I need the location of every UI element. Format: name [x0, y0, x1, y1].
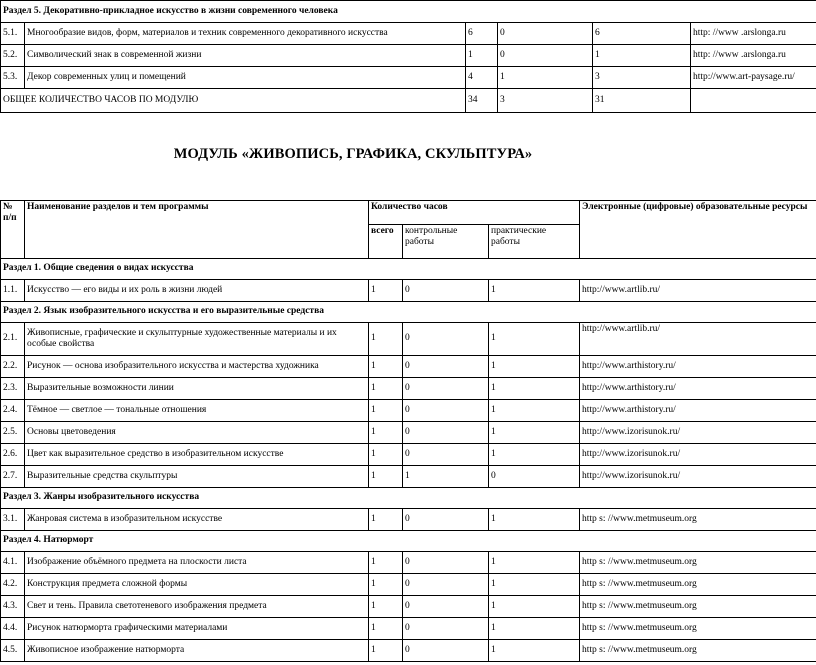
- table-row: [1, 552, 816, 574]
- row-number: 4.3.: [1, 596, 25, 618]
- row-practical: 1: [489, 509, 580, 531]
- row-number: 3.1.: [1, 509, 25, 531]
- table-row: [1, 596, 816, 618]
- row-name: Основы цветоведения: [25, 422, 369, 444]
- header-hours: Количество часов: [369, 201, 580, 225]
- row-practical: 1: [489, 280, 580, 302]
- row-control: 0: [403, 280, 489, 302]
- row-total: 1: [369, 509, 403, 531]
- row-practical: 1: [489, 356, 580, 378]
- row-resource[interactable]: http s: //www.metmuseum.org: [580, 552, 816, 574]
- table-row: [1, 466, 816, 488]
- header-total: всего: [369, 225, 403, 259]
- summary-practical: 31: [593, 89, 691, 113]
- row-practical: 1: [489, 618, 580, 640]
- row-number: 4.5.: [1, 640, 25, 662]
- row-practical: 1: [489, 422, 580, 444]
- row-practical: 1: [489, 640, 580, 662]
- row-total: 1: [369, 640, 403, 662]
- row-practical: 0: [489, 466, 580, 488]
- row-total: 1: [369, 323, 403, 356]
- row-number: 4.4.: [1, 618, 25, 640]
- row-number: 2.4.: [1, 400, 25, 422]
- header-practical: практические работы: [489, 225, 580, 259]
- row-practical: 3: [593, 67, 691, 89]
- row-number: 2.3.: [1, 378, 25, 400]
- summary-control: 3: [498, 89, 593, 113]
- row-number: 1.1.: [1, 280, 25, 302]
- row-resource[interactable]: http://www.izorisunok.ru/: [580, 466, 816, 488]
- row-resource[interactable]: http s: //www.metmuseum.org: [580, 618, 816, 640]
- row-control: 0: [403, 640, 489, 662]
- row-number: 5.2.: [1, 45, 25, 67]
- row-total: 1: [369, 552, 403, 574]
- header-number: № п/п: [1, 201, 25, 259]
- row-practical: 6: [593, 23, 691, 45]
- row-control: 0: [403, 378, 489, 400]
- row-resource[interactable]: http s: //www.metmuseum.org: [580, 596, 816, 618]
- row-total: 4: [466, 67, 498, 89]
- table-row: [1, 640, 816, 662]
- table-row: [1, 400, 816, 422]
- header-resources: Электронные (цифровые) образовательные ресурсы: [580, 201, 816, 259]
- row-name: Цвет как выразительное средство в изобразительном искусстве: [25, 444, 369, 466]
- row-total: 1: [369, 356, 403, 378]
- row-control: 0: [403, 356, 489, 378]
- table-row: [1, 574, 816, 596]
- row-resource[interactable]: http://www.izorisunok.ru/: [580, 422, 816, 444]
- row-total: 1: [369, 400, 403, 422]
- row-control: 1: [498, 67, 593, 89]
- row-resource[interactable]: http s: //www.metmuseum.org: [580, 640, 816, 662]
- row-control: 1: [403, 466, 489, 488]
- row-name: Выразительные средства скульптуры: [25, 466, 369, 488]
- row-practical: 1: [489, 323, 580, 356]
- program-table: [0, 200, 816, 662]
- row-practical: 1: [489, 400, 580, 422]
- row-total: 1: [369, 618, 403, 640]
- table-row: [1, 67, 816, 89]
- row-resource[interactable]: http s: //www.metmuseum.org: [580, 509, 816, 531]
- summary-resource-empty: [691, 89, 816, 113]
- row-resource[interactable]: http s: //www.metmuseum.org: [580, 574, 816, 596]
- section-row: [1, 531, 816, 552]
- summary-total: 34: [466, 89, 498, 113]
- row-resource[interactable]: http: //www .arslonga.ru: [691, 45, 816, 67]
- row-name: Тёмное — светлое — тональные отношения: [25, 400, 369, 422]
- row-number: 2.2.: [1, 356, 25, 378]
- row-control: 0: [498, 45, 593, 67]
- row-resource[interactable]: http://www.artlib.ru/: [580, 280, 816, 302]
- row-number: 4.2.: [1, 574, 25, 596]
- row-name: Изображение объёмного предмета на плоскости листа: [25, 552, 369, 574]
- header-name: Наименование разделов и тем программы: [25, 201, 369, 259]
- row-resource[interactable]: http://www.arthistory.ru/: [580, 356, 816, 378]
- row-name: Символический знак в современной жизни: [25, 45, 466, 67]
- row-number: 5.1.: [1, 23, 25, 45]
- row-total: 1: [369, 378, 403, 400]
- row-control: 0: [403, 323, 489, 356]
- row-practical: 1: [489, 378, 580, 400]
- row-number: 2.7.: [1, 466, 25, 488]
- row-practical: 1: [489, 596, 580, 618]
- row-practical: 1: [489, 552, 580, 574]
- row-name: Конструкция предмета сложной формы: [25, 574, 369, 596]
- row-control: 0: [403, 552, 489, 574]
- row-number: 2.1.: [1, 323, 25, 356]
- row-number: 4.1.: [1, 552, 25, 574]
- row-control: 0: [403, 618, 489, 640]
- row-control: 0: [403, 422, 489, 444]
- row-practical: 1: [489, 574, 580, 596]
- row-name: Декор современных улиц и помещений: [25, 67, 466, 89]
- summary-row: [1, 89, 816, 113]
- row-control: 0: [403, 444, 489, 466]
- table-row: [1, 618, 816, 640]
- row-number: 2.5.: [1, 422, 25, 444]
- table-row: [1, 509, 816, 531]
- table-row: [1, 280, 816, 302]
- header-control: контрольные работы: [403, 225, 489, 259]
- row-name: Искусство — его виды и их роль в жизни людей: [25, 280, 369, 302]
- row-total: 1: [369, 574, 403, 596]
- row-practical: 1: [593, 45, 691, 67]
- module-title: МОДУЛЬ «ЖИВОПИСЬ, ГРАФИКА, СКУЛЬПТУРА»: [173, 146, 533, 162]
- row-resource[interactable]: http://www.arthistory.ru/: [580, 378, 816, 400]
- header-row: [1, 201, 816, 225]
- row-resource[interactable]: http://www.izorisunok.ru/: [580, 444, 816, 466]
- row-total: 1: [369, 596, 403, 618]
- row-resource[interactable]: http://www.arthistory.ru/: [580, 400, 816, 422]
- row-name: Многообразие видов, форм, материалов и техник современного декоративного искусства: [25, 23, 466, 45]
- module-hours-table: [0, 0, 816, 113]
- table-row: [1, 356, 816, 378]
- section-title: Раздел 2. Язык изобразительного искусства и его выразительные средства: [1, 302, 816, 323]
- row-name: Выразительные возможности линии: [25, 378, 369, 400]
- row-total: 1: [369, 422, 403, 444]
- row-number: 2.6.: [1, 444, 25, 466]
- row-control: 0: [403, 400, 489, 422]
- row-total: 1: [369, 466, 403, 488]
- row-name: Рисунок — основа изобразительного искусства и мастерства художника: [25, 356, 369, 378]
- row-practical: 1: [489, 444, 580, 466]
- row-name: Свет и тень. Правила светотеневого изображения предмета: [25, 596, 369, 618]
- row-total: 1: [369, 444, 403, 466]
- table-row: [1, 45, 816, 67]
- row-resource[interactable]: http://www.artlib.ru/: [580, 323, 816, 356]
- table-row: [1, 23, 816, 45]
- row-control: 0: [498, 23, 593, 45]
- row-total: 1: [466, 45, 498, 67]
- row-number: 5.3.: [1, 67, 25, 89]
- row-resource[interactable]: http: //www .arslonga.ru: [691, 23, 816, 45]
- row-name: Жанровая система в изобразительном искусстве: [25, 509, 369, 531]
- section-title: Раздел 3. Жанры изобразительного искусства: [1, 488, 816, 509]
- table-row: [1, 422, 816, 444]
- row-name: Рисунок натюрморта графическими материалами: [25, 618, 369, 640]
- row-total: 6: [466, 23, 498, 45]
- row-control: 0: [403, 574, 489, 596]
- table-row: [1, 323, 816, 356]
- row-name: Живописные, графические и скульптурные художественные материалы и их особые свойства: [25, 323, 369, 356]
- row-resource[interactable]: http://www.art-paysage.ru/: [691, 67, 816, 89]
- section-row: [1, 1, 816, 23]
- section-title: Раздел 5. Декоративно-прикладное искусство в жизни современного человека: [1, 1, 816, 23]
- section-title: Раздел 4. Натюрморт: [1, 531, 816, 552]
- row-total: 1: [369, 280, 403, 302]
- row-control: 0: [403, 596, 489, 618]
- section-row: [1, 259, 816, 280]
- section-row: [1, 488, 816, 509]
- row-name: Живописное изображение натюрморта: [25, 640, 369, 662]
- section-row: [1, 302, 816, 323]
- summary-label: ОБЩЕЕ КОЛИЧЕСТВО ЧАСОВ ПО МОДУЛЮ: [1, 89, 466, 113]
- row-control: 0: [403, 509, 489, 531]
- section-title: Раздел 1. Общие сведения о видах искусства: [1, 259, 816, 280]
- table-row: [1, 378, 816, 400]
- table-row: [1, 444, 816, 466]
